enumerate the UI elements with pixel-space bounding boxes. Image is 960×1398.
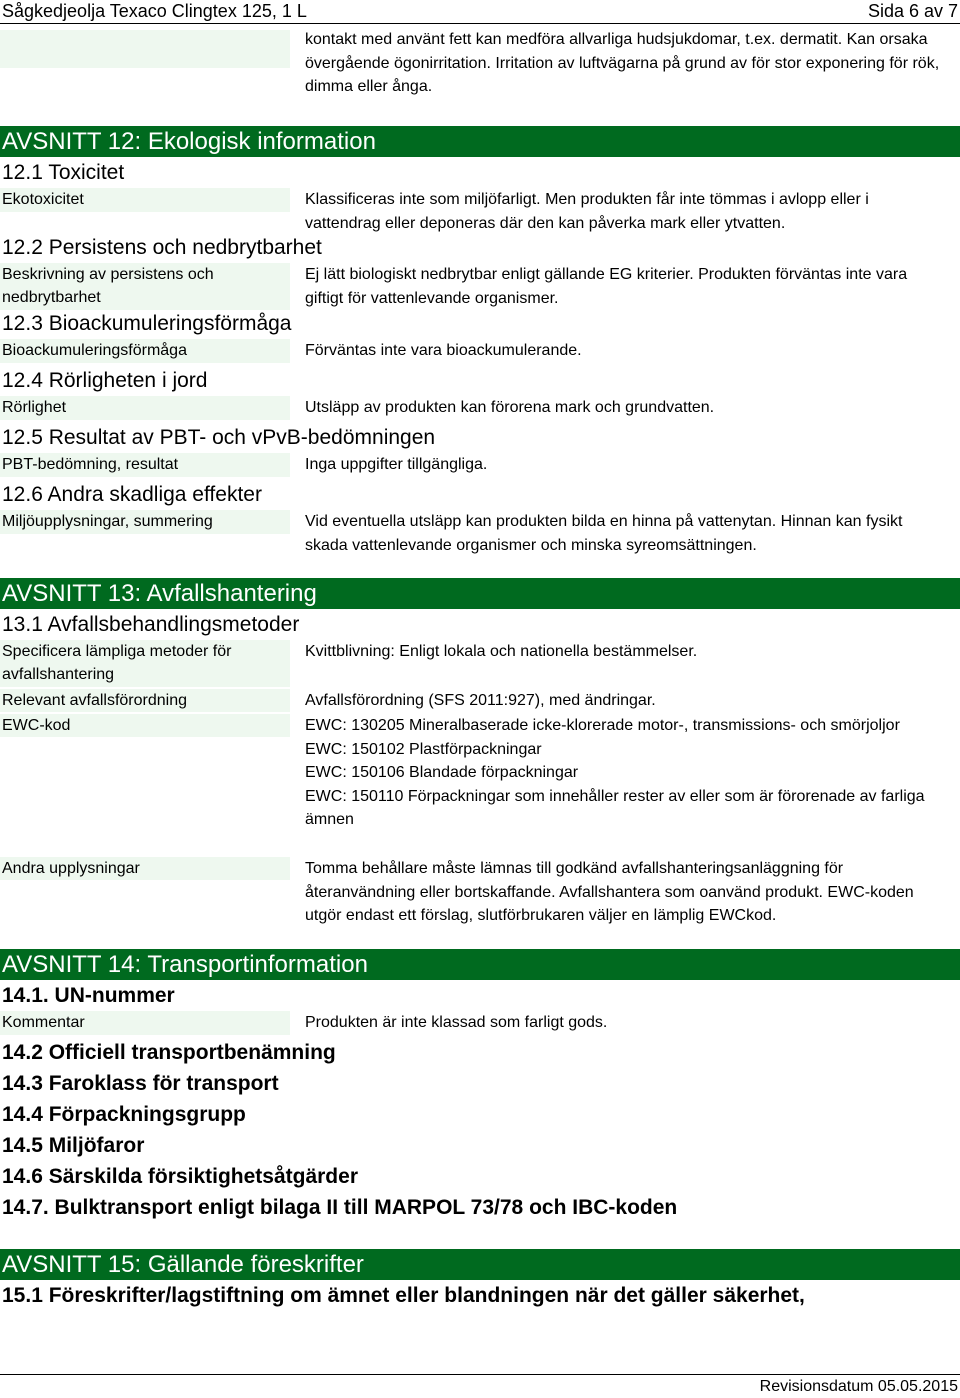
row-kommentar bbox=[0, 1011, 960, 1037]
row-label: Specificera lämpliga metoder för avfallshantering bbox=[0, 640, 290, 687]
row-value: Avfallsförordning (SFS 2011:927), med ändringar. bbox=[305, 692, 656, 709]
subsection-12-2: 12.2 Persistens och nedbrytbarhet bbox=[2, 236, 322, 259]
row-value: Förväntas inte vara bioackumulerande. bbox=[305, 342, 582, 359]
row-label: Ekotoxicitet bbox=[0, 188, 290, 212]
row-value: Utsläpp av produkten kan förorena mark och grundvatten. bbox=[305, 399, 715, 416]
row-value: Vid eventuella utsläpp kan produkten bilda en hinna på vattenytan. Hinnan kan fysikt skada vattenlevande organismer och minska syreomsättningen. bbox=[305, 513, 903, 554]
row-value: Inga uppgifter tillgängliga. bbox=[305, 456, 488, 473]
page-content bbox=[0, 24, 960, 1311]
row-bioackumulering bbox=[0, 339, 960, 365]
ewc-line: EWC: 130205 Mineralbaserade icke-klorerade motor-, transmissions- och smörjoljor bbox=[305, 717, 900, 734]
row-value bbox=[305, 714, 945, 832]
row-label: EWC-kod bbox=[0, 714, 290, 737]
row-label: Rörlighet bbox=[0, 396, 290, 420]
subsection-14-4: 14.4 Förpackningsgrupp bbox=[2, 1103, 246, 1126]
subsection-13-1: 13.1 Avfallsbehandlingsmetoder bbox=[2, 613, 300, 636]
row-label: Kommentar bbox=[0, 1011, 290, 1035]
ewc-line: EWC: 150110 Förpackningar som innehåller rester av eller som är förorenade av farliga ämnen bbox=[305, 787, 925, 828]
page-footer bbox=[0, 1374, 960, 1398]
ewc-line: EWC: 150106 Blandade förpackningar bbox=[305, 764, 579, 781]
page-number: Sida 6 av 7 bbox=[867, 1, 958, 21]
continued-row bbox=[0, 24, 960, 104]
section-15-heading: AVSNITT 15: Gällande föreskrifter bbox=[0, 1249, 960, 1280]
section-12-heading: AVSNITT 12: Ekologisk information bbox=[0, 126, 960, 157]
row-miljoupplysningar bbox=[0, 510, 960, 558]
ewc-line: EWC: 150102 Plastförpackningar bbox=[305, 740, 542, 758]
row-metoder bbox=[0, 640, 960, 689]
row-label: Bioackumuleringsförmåga bbox=[0, 339, 290, 363]
row-ekotoxicitet bbox=[0, 188, 960, 236]
revision-date: Revisionsdatum 05.05.2015 bbox=[759, 1378, 958, 1395]
page-header bbox=[0, 0, 960, 24]
subsection-14-5: 14.5 Miljöfaror bbox=[2, 1134, 145, 1157]
section-13-heading: AVSNITT 13: Avfallshantering bbox=[0, 578, 960, 609]
row-persistens bbox=[0, 263, 960, 312]
subsection-15-1: 15.1 Föreskrifter/lagstiftning om ämnet eller blandningen när det gäller säkerhet, bbox=[2, 1284, 805, 1307]
row-value: Produkten är inte klassad som farligt gods. bbox=[305, 1014, 608, 1031]
row-ewc-kod bbox=[0, 714, 960, 857]
row-value: Kvittblivning: Enligt lokala och nationella bestämmelser. bbox=[305, 643, 698, 660]
subsection-14-3: 14.3 Faroklass för transport bbox=[2, 1072, 279, 1095]
section-14-heading: AVSNITT 14: Transportinformation bbox=[0, 949, 960, 980]
row-pbt bbox=[0, 453, 960, 479]
subsection-14-6: 14.6 Särskilda försiktighetsåtgärder bbox=[2, 1165, 358, 1188]
subsection-14-7: 14.7. Bulktransport enligt bilaga II till MARPOL 73/78 och IBC-koden bbox=[2, 1196, 678, 1219]
subsection-14-1: 14.1. UN-nummer bbox=[2, 984, 175, 1007]
row-label: Beskrivning av persistens och nedbrytbarhet bbox=[0, 263, 290, 310]
subsection-12-1: 12.1 Toxicitet bbox=[2, 161, 125, 184]
row-andra-upplysningar bbox=[0, 857, 960, 929]
subsection-12-4: 12.4 Rörligheten i jord bbox=[2, 369, 208, 392]
row-value: Ej lätt biologiskt nedbrytbar enligt gällande EG kriterier. Produkten förväntas inte vara giftigt för vattenlevande organismer. bbox=[305, 266, 908, 307]
subsection-12-6: 12.6 Andra skadliga effekter bbox=[2, 483, 262, 506]
subsection-14-2: 14.2 Officiell transportbenämning bbox=[2, 1041, 336, 1064]
row-rorlighet bbox=[0, 396, 960, 422]
subsection-12-5: 12.5 Resultat av PBT- och vPvB-bedömningen bbox=[2, 426, 436, 449]
document-title: Sågkedjeolja Texaco Clingtex 125, 1 L bbox=[2, 1, 307, 21]
row-label: Miljöupplysningar, summering bbox=[0, 510, 290, 534]
row-label: Andra upplysningar bbox=[0, 857, 290, 880]
row-value: Klassificeras inte som miljöfarligt. Men produkten får inte tömmas i avlopp eller i vattendrag eller deponeras där den kan påverka mark eller ytvatten. bbox=[305, 191, 869, 232]
row-avfallsforordning bbox=[0, 689, 960, 714]
row-label bbox=[0, 30, 290, 68]
row-label: Relevant avfallsförordning bbox=[0, 689, 290, 712]
row-value: kontakt med använt fett kan medföra allvarliga hudsjukdomar, t.ex. dermatit. Kan orsaka övergående ögonirritation. Irritation av luftvägarna på grund av för stor exponering för rök, dimma eller ånga. bbox=[305, 31, 940, 95]
row-label: PBT-bedömning, resultat bbox=[0, 453, 290, 477]
subsection-12-3: 12.3 Bioackumuleringsförmåga bbox=[2, 312, 292, 335]
row-value: Tomma behållare måste lämnas till godkänd avfallshanteringsanläggning för återanvändning eller bortskaffande. Avfallshantera som oanvänd produkt. EWC-koden utgör endast ett förslag, slutförbrukaren väljer en lämplig EWCkod. bbox=[305, 860, 914, 924]
